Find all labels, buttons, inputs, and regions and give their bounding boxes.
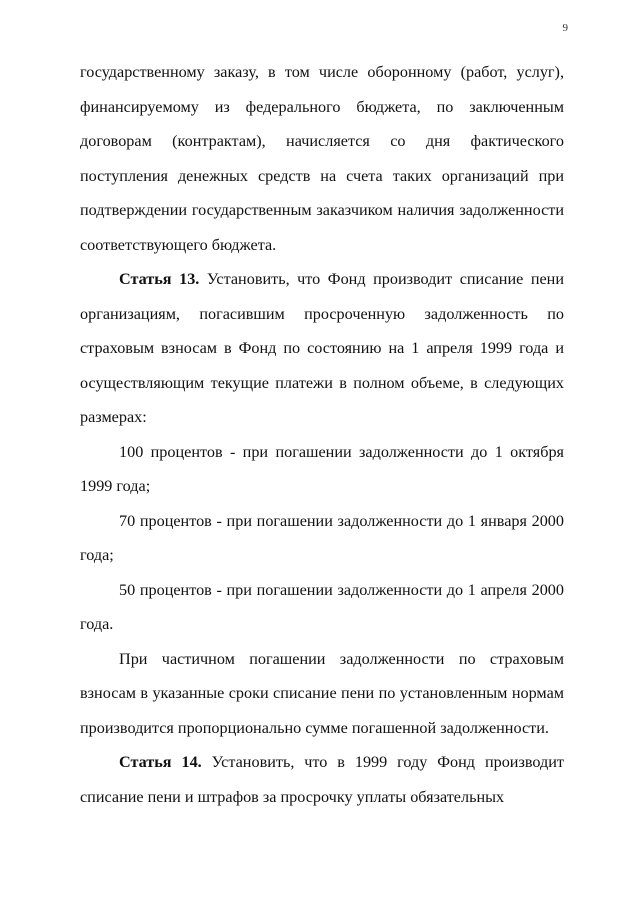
article-14-paragraph (80, 745, 564, 814)
article-14-text: Установить, что в 1999 году Фонд производит списание пени и штрафов за просрочку уплаты обязательных (80, 753, 564, 806)
list-item-text: 50 процентов - при погашении задолженности до 1 апреля 2000 года. (80, 580, 564, 633)
list-item-text: 70 процентов - при погашении задолженности до 1 января 2000 года; (80, 511, 564, 564)
article-13-heading: Статья 13. (119, 270, 200, 288)
partial-repayment-paragraph (80, 642, 564, 746)
document-body (80, 55, 564, 814)
page-number: 9 (562, 22, 568, 34)
list-item-100-percent (80, 435, 564, 504)
paragraph-text: государственному заказу, в том числе оборонному (работ, услуг), финансируемому из федерального бюджета, по заключенным договорам (контрактам), начисляется со дня фактического поступления денежных средств на счета таких организаций при подтверждении государственным заказчиком наличия задолженности соответствующего бюджета. (80, 63, 564, 254)
list-item-text: 100 процентов - при погашении задолженности до 1 октября 1999 года; (80, 442, 564, 495)
paragraph-text: При частичном погашении задолженности по страховым взносам в указанные сроки списание пени по установленным нормам производится пропорционально сумме погашенной задолженности. (80, 649, 564, 737)
article-13-text: Установить, что Фонд производит списание пени организациям, погасившим просроченную задолженность по страховым взносам в Фонд по состоянию на 1 апреля 1999 года и осуществляющим текущие платежи в полном объеме, в следующих размерах: (80, 270, 565, 426)
paragraph-continuation (80, 55, 564, 262)
list-item-50-percent (80, 573, 564, 642)
article-14-heading: Статья 14. (119, 753, 202, 771)
list-item-70-percent (80, 504, 564, 573)
article-13-paragraph (80, 262, 564, 435)
